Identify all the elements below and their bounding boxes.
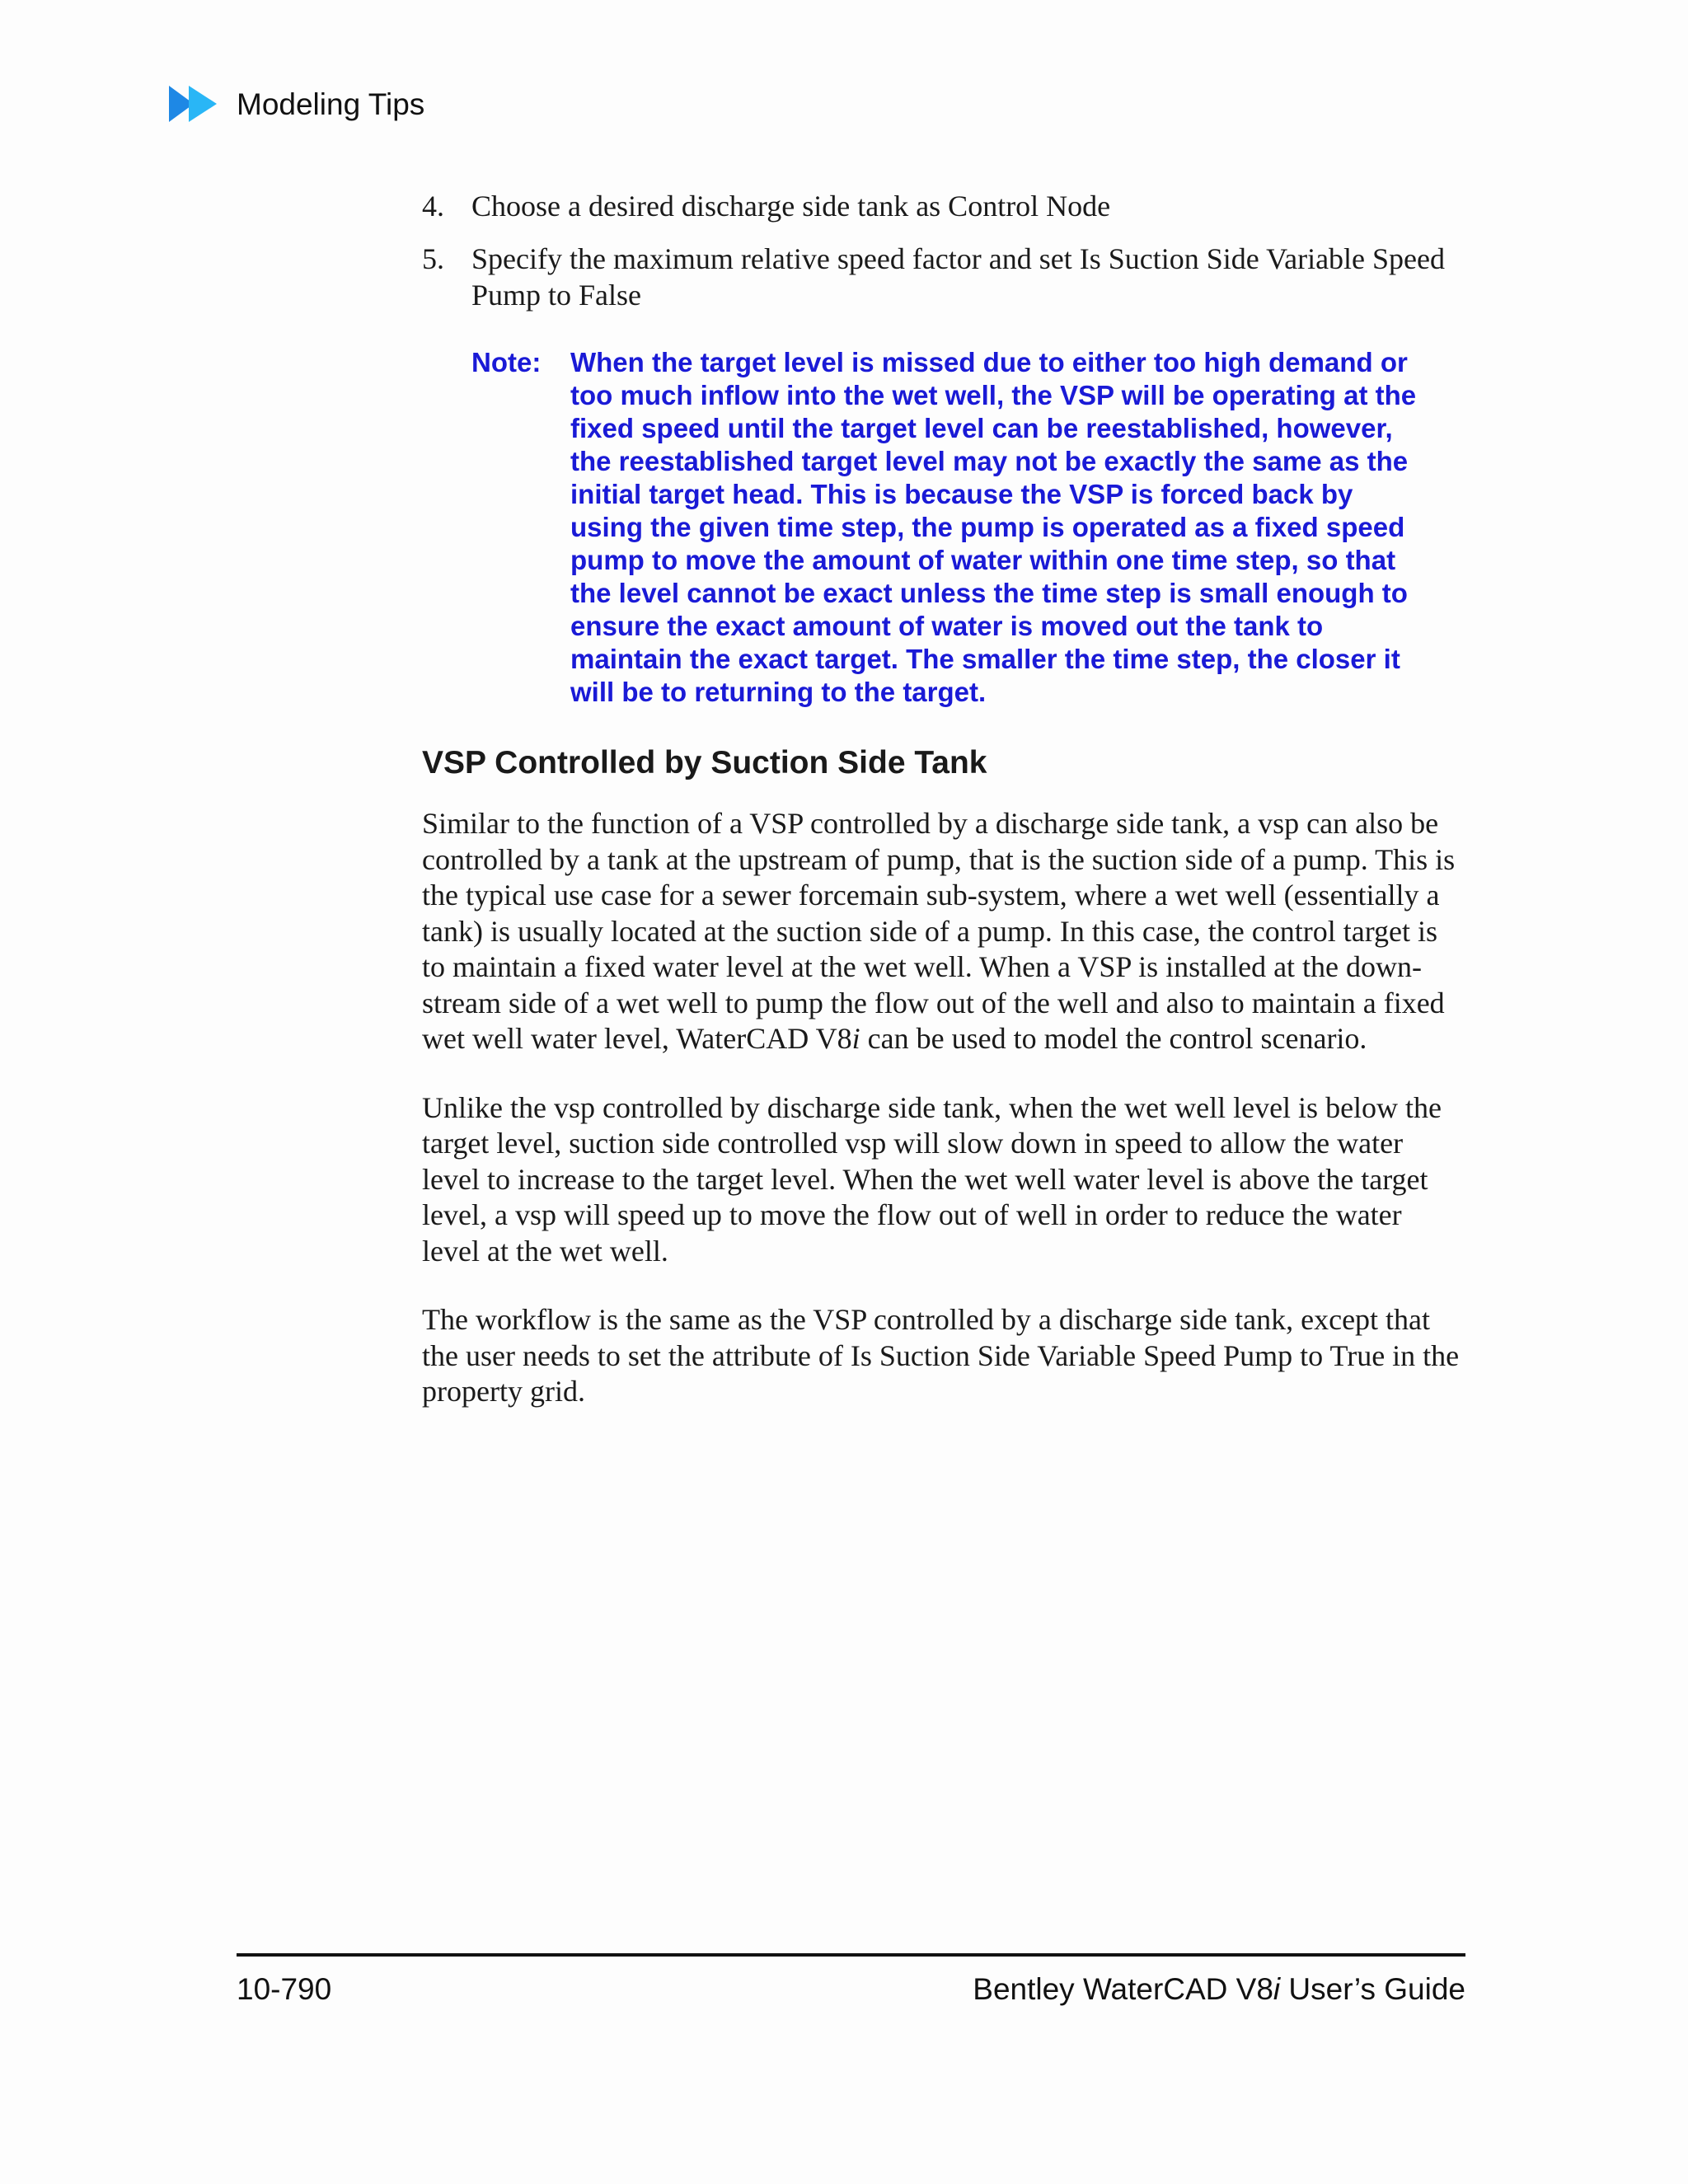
note-label: Note: bbox=[471, 347, 542, 377]
double-chevron-right-icon bbox=[169, 86, 220, 122]
list-item bbox=[422, 241, 1469, 313]
note-text: When the target level is missed due to either too high demand or too much inflow into the wet well, the VSP will be operating at the fixed speed until the target level can be reestablished, however, the reestablished target level may not be exactly the same as the initial target head. This is because the VSP is forced back by using the given time step, the pump is operated as a fixed speed pump to move the amount of water within one time step, so that the level cannot be exact unless the time step is small enough to ensure the exact amount of water is moved out the tank to maintain the exact target. The smaller the time step, the closer it will be to returning to the target. bbox=[570, 347, 1417, 707]
step-text: Specify the maximum relative speed factor and set Is Suction Side Variable Speed Pump to False bbox=[471, 242, 1446, 312]
italic-version-suffix: i bbox=[851, 1022, 860, 1055]
paragraph-text: Similar to the function of a VSP controlled by a discharge side tank, a vsp can also be controlled by a tank at the upstream of pump, that is the suction side of a pump. This is the typical use case for a sewer forcemain sub-system, where a wet well (essentially a tank) is usually located at the suction side of a pump. In this case, the control target is to maintain a fixed water level at the wet well. When a VSP is installed at the down-stream side of a wet well to pump the flow out of the well and also to maintain a fixed wet well water level, WaterCAD V8 bbox=[422, 807, 1456, 1055]
body-paragraph: Unlike the vsp controlled by discharge side tank, when the wet well level is below the target level, suction side controlled vsp will slow down in speed to allow the water level to increase to the target level. When the wet well water level is above the target level, a vsp will speed up to move the flow out of well in order to reduce the water level at the wet well. bbox=[422, 1090, 1442, 1268]
step-text: Choose a desired discharge side tank as Control Node bbox=[471, 190, 1111, 223]
step-number: 5. bbox=[422, 242, 444, 275]
section-heading: VSP Controlled by Suction Side Tank bbox=[422, 745, 987, 780]
guide-title-text: User’s Guide bbox=[1280, 1972, 1465, 2006]
main-content bbox=[422, 188, 1469, 1443]
italic-version-suffix: i bbox=[1273, 1972, 1281, 2006]
body-paragraph bbox=[422, 806, 1465, 1057]
footer-divider bbox=[237, 1953, 1465, 1957]
step-number: 4. bbox=[422, 190, 444, 223]
body-paragraph: The workflow is the same as the VSP controlled by a discharge side tank, except that the user needs to set the attribute of Is Suction Side Variable Speed Pump to True in the property grid. bbox=[422, 1303, 1460, 1408]
paragraph-text: can be used to model the control scenario. bbox=[860, 1022, 1367, 1055]
step-list bbox=[422, 188, 1469, 313]
note-block bbox=[471, 346, 1469, 709]
guide-title-text: Bentley WaterCAD V8 bbox=[973, 1972, 1273, 2006]
guide-title bbox=[973, 1972, 1465, 2007]
page-header bbox=[169, 86, 424, 122]
page-number: 10-790 bbox=[237, 1972, 332, 2006]
list-item bbox=[422, 188, 1469, 224]
section-label: Modeling Tips bbox=[237, 87, 425, 121]
